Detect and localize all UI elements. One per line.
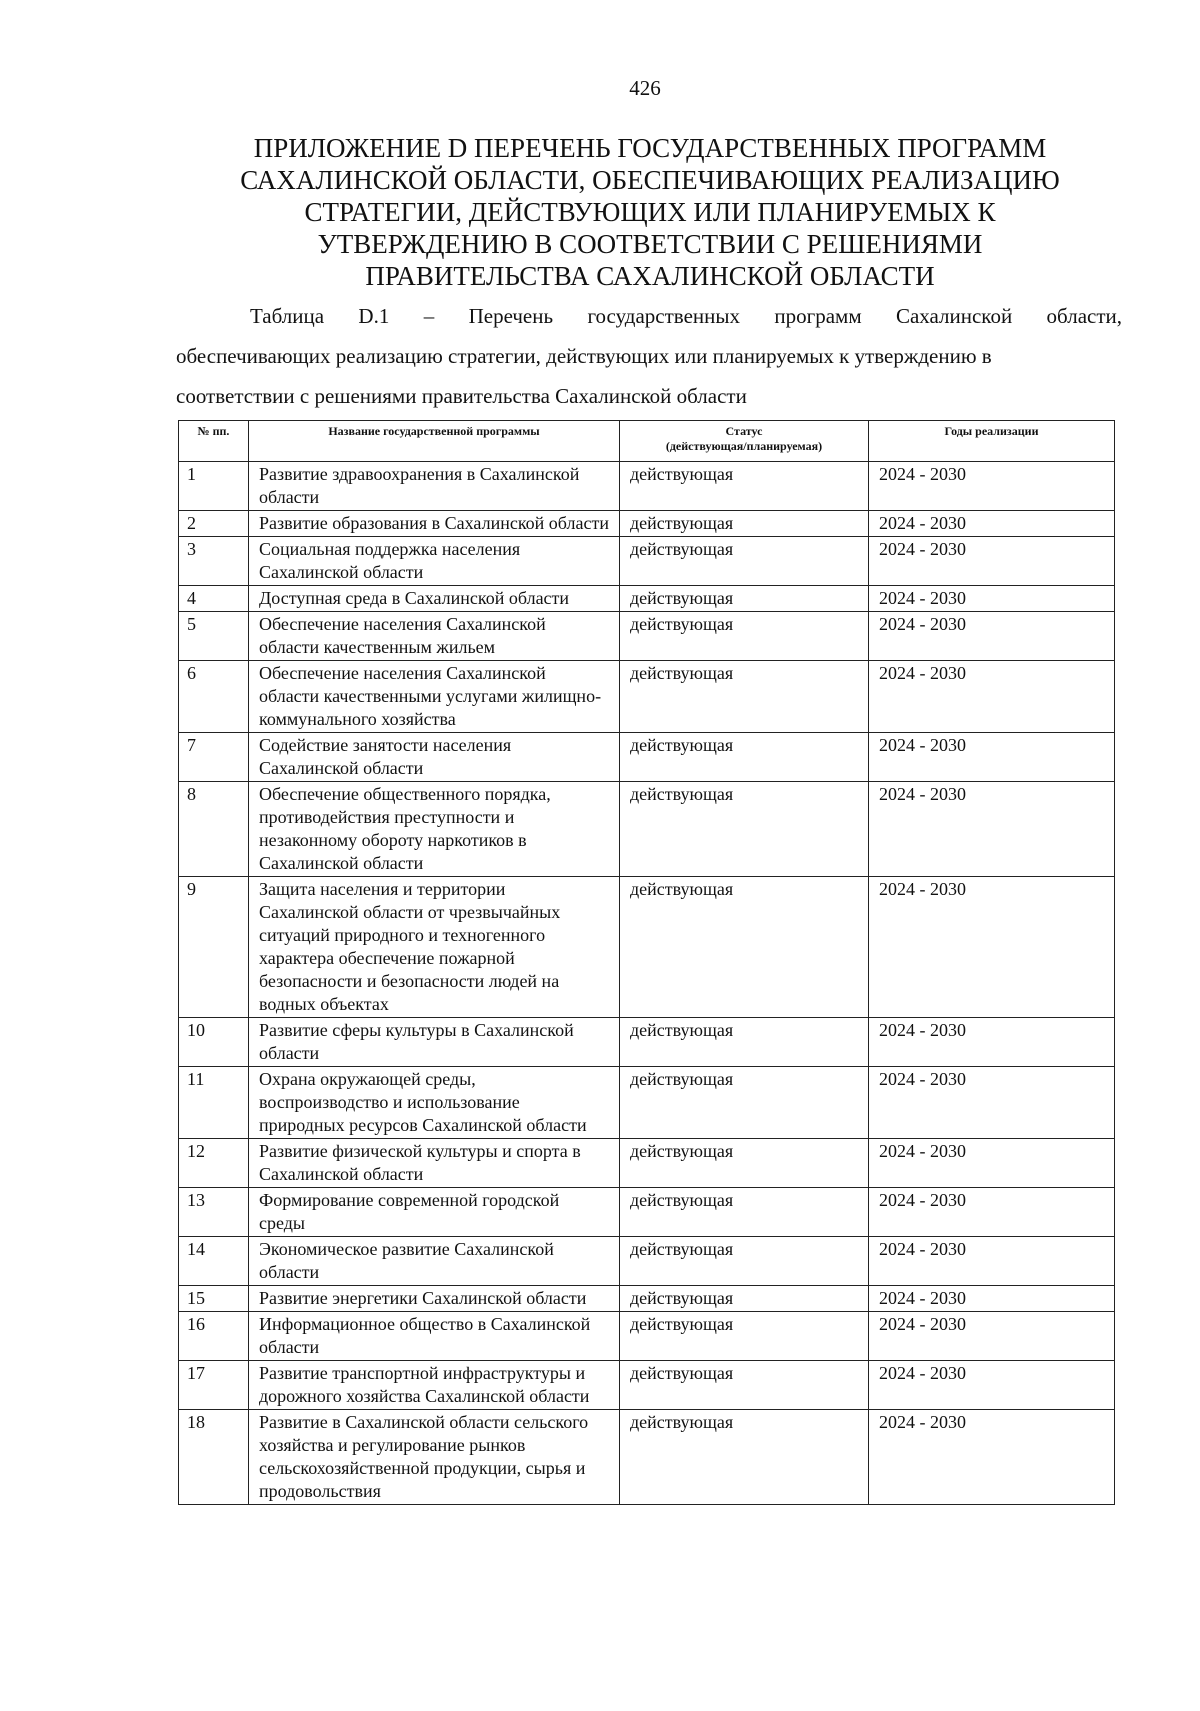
document-title: [150, 132, 1150, 292]
program-years: 2024 - 2030: [869, 1188, 1115, 1237]
table-row: [179, 586, 1115, 612]
row-number: 5: [179, 612, 249, 661]
table-row: [179, 537, 1115, 586]
program-name: Социальная поддержка населения Сахалинской области: [249, 537, 620, 586]
program-status: действующая: [620, 462, 869, 511]
table-caption: [176, 296, 1122, 416]
programs-table: [178, 420, 1115, 1505]
program-years: 2024 - 2030: [869, 1018, 1115, 1067]
program-years: 2024 - 2030: [869, 586, 1115, 612]
header-name: Название государственной программы: [249, 421, 620, 462]
table-row: [179, 511, 1115, 537]
program-years: 2024 - 2030: [869, 1312, 1115, 1361]
program-years: 2024 - 2030: [869, 1286, 1115, 1312]
title-line: УТВЕРЖДЕНИЮ В СООТВЕТСТВИИ С РЕШЕНИЯМИ: [317, 229, 983, 259]
program-status: действующая: [620, 1312, 869, 1361]
table-row: [179, 1312, 1115, 1361]
header-num: № пп.: [179, 421, 249, 462]
program-years: 2024 - 2030: [869, 1139, 1115, 1188]
table-row: [179, 1237, 1115, 1286]
program-years: 2024 - 2030: [869, 537, 1115, 586]
row-number: 12: [179, 1139, 249, 1188]
table-row: [179, 661, 1115, 733]
row-number: 16: [179, 1312, 249, 1361]
program-status: действующая: [620, 1139, 869, 1188]
program-name: Развитие образования в Сахалинской области: [249, 511, 620, 537]
program-status: действующая: [620, 612, 869, 661]
program-years: 2024 - 2030: [869, 511, 1115, 537]
title-line: ПРАВИТЕЛЬСТВА САХАЛИНСКОЙ ОБЛАСТИ: [365, 261, 935, 291]
header-status: [620, 421, 869, 462]
program-years: 2024 - 2030: [869, 661, 1115, 733]
table-row: [179, 1286, 1115, 1312]
program-years: 2024 - 2030: [869, 877, 1115, 1018]
program-name: Развитие физической культуры и спорта в Сахалинской области: [249, 1139, 620, 1188]
program-status: действующая: [620, 1188, 869, 1237]
row-number: 4: [179, 586, 249, 612]
program-name: Доступная среда в Сахалинской области: [249, 586, 620, 612]
table-row: [179, 1067, 1115, 1139]
row-number: 17: [179, 1361, 249, 1410]
table-row: [179, 733, 1115, 782]
program-years: 2024 - 2030: [869, 733, 1115, 782]
program-status: действующая: [620, 1286, 869, 1312]
title-line: СТРАТЕГИИ, ДЕЙСТВУЮЩИХ ИЛИ ПЛАНИРУЕМЫХ К: [304, 197, 996, 227]
program-status: действующая: [620, 586, 869, 612]
program-status: действующая: [620, 877, 869, 1018]
program-status: действующая: [620, 661, 869, 733]
table-row: [179, 612, 1115, 661]
row-number: 11: [179, 1067, 249, 1139]
program-years: 2024 - 2030: [869, 462, 1115, 511]
row-number: 7: [179, 733, 249, 782]
row-number: 15: [179, 1286, 249, 1312]
header-status-title: Статус: [725, 424, 763, 438]
program-status: действующая: [620, 511, 869, 537]
row-number: 1: [179, 462, 249, 511]
row-number: 9: [179, 877, 249, 1018]
program-name: Охрана окружающей среды, воспроизводство и использование природных ресурсов Сахалинской области: [249, 1067, 620, 1139]
table-row: [179, 1361, 1115, 1410]
program-name: Обеспечение населения Сахалинской области качественным жильем: [249, 612, 620, 661]
row-number: 3: [179, 537, 249, 586]
page-number: 426: [629, 76, 661, 100]
row-number: 14: [179, 1237, 249, 1286]
title-line: ПРИЛОЖЕНИЕ D ПЕРЕЧЕНЬ ГОСУДАРСТВЕННЫХ ПРОГРАММ: [253, 133, 1047, 163]
program-name: Экономическое развитие Сахалинской области: [249, 1237, 620, 1286]
table-row: [179, 1018, 1115, 1067]
program-status: действующая: [620, 537, 869, 586]
caption-line: соответствии с решениями правительства Сахалинской области: [176, 384, 747, 408]
row-number: 13: [179, 1188, 249, 1237]
program-years: 2024 - 2030: [869, 612, 1115, 661]
row-number: 8: [179, 782, 249, 877]
caption-line: обеспечивающих реализацию стратегии, действующих или планируемых к утверждению в: [176, 344, 992, 368]
program-name: Обеспечение общественного порядка, противодействия преступности и незаконному обороту наркотиков в Сахалинской области: [249, 782, 620, 877]
program-name: Защита населения и территории Сахалинской области от чрезвычайных ситуаций природного и техногенного характера обеспечение пожарной безопасности и безопасности людей на водных объектах: [249, 877, 620, 1018]
table-row: [179, 462, 1115, 511]
table-body: [179, 462, 1115, 1505]
program-status: действующая: [620, 733, 869, 782]
program-status: действующая: [620, 1410, 869, 1505]
program-name: Развитие в Сахалинской области сельского хозяйства и регулирование рынков сельскохозяйственной продукции, сырья и продовольствия: [249, 1410, 620, 1505]
title-line: САХАЛИНСКОЙ ОБЛАСТИ, ОБЕСПЕЧИВАЮЩИХ РЕАЛИЗАЦИЮ: [240, 165, 1060, 195]
program-name: Развитие здравоохранения в Сахалинской области: [249, 462, 620, 511]
header-years: Годы реализации: [869, 421, 1115, 462]
table-row: [179, 877, 1115, 1018]
caption-line: Таблица D.1 – Перечень государственных программ Сахалинской области,: [250, 304, 1122, 328]
program-name: Развитие энергетики Сахалинской области: [249, 1286, 620, 1312]
program-years: 2024 - 2030: [869, 1410, 1115, 1505]
program-name: Развитие сферы культуры в Сахалинской области: [249, 1018, 620, 1067]
program-status: действующая: [620, 1361, 869, 1410]
program-years: 2024 - 2030: [869, 782, 1115, 877]
program-name: Развитие транспортной инфраструктуры и дорожного хозяйства Сахалинской области: [249, 1361, 620, 1410]
program-name: Информационное общество в Сахалинской области: [249, 1312, 620, 1361]
program-status: действующая: [620, 782, 869, 877]
row-number: 10: [179, 1018, 249, 1067]
program-years: 2024 - 2030: [869, 1361, 1115, 1410]
program-status: действующая: [620, 1018, 869, 1067]
table-row: [179, 782, 1115, 877]
program-name: Формирование современной городской среды: [249, 1188, 620, 1237]
program-status: действующая: [620, 1067, 869, 1139]
table-row: [179, 1410, 1115, 1505]
program-name: Обеспечение населения Сахалинской области качественными услугами жилищно-коммунального хозяйства: [249, 661, 620, 733]
table-row: [179, 1139, 1115, 1188]
program-years: 2024 - 2030: [869, 1237, 1115, 1286]
table-row: [179, 1188, 1115, 1237]
program-name: Содействие занятости населения Сахалинской области: [249, 733, 620, 782]
row-number: 6: [179, 661, 249, 733]
program-status: действующая: [620, 1237, 869, 1286]
program-years: 2024 - 2030: [869, 1067, 1115, 1139]
table-header-row: [179, 421, 1115, 462]
row-number: 2: [179, 511, 249, 537]
row-number: 18: [179, 1410, 249, 1505]
header-status-subtitle: (действующая/планируемая): [665, 439, 823, 453]
